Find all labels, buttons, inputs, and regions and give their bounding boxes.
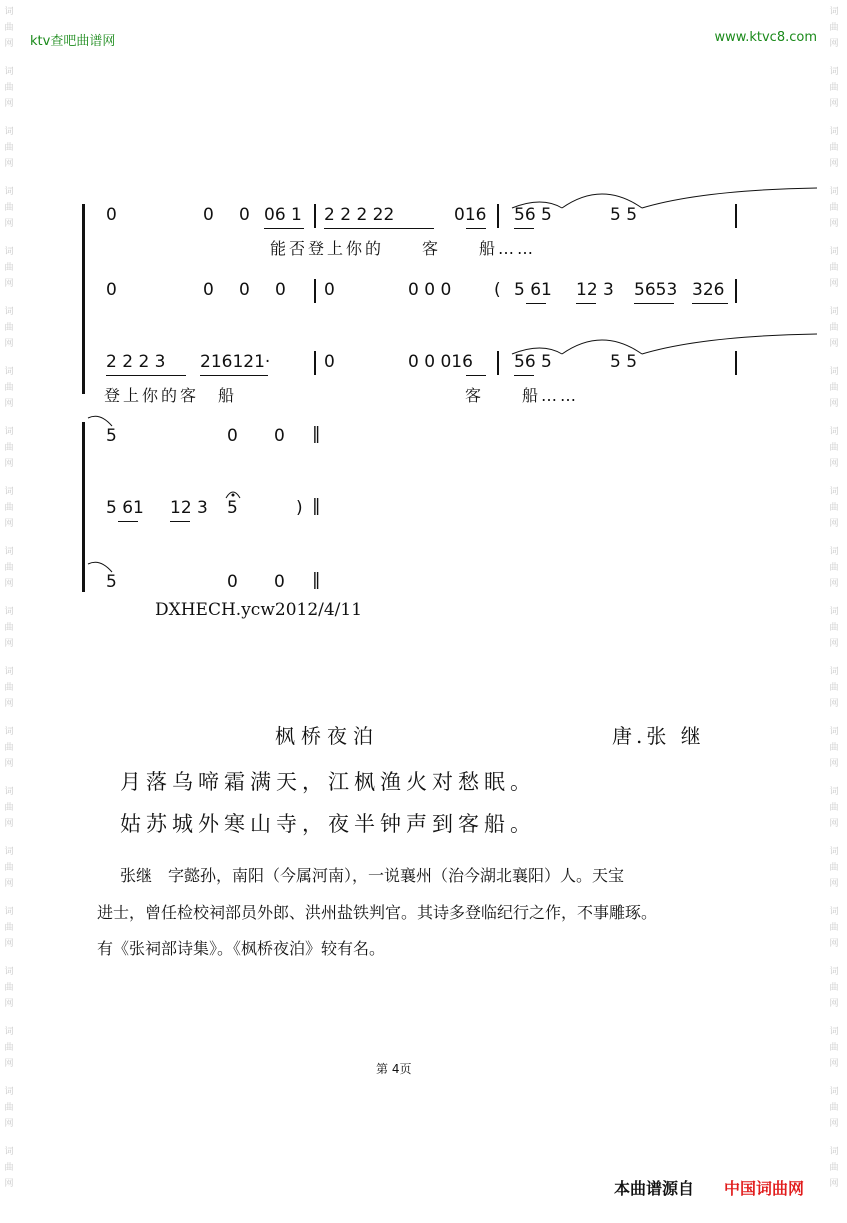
watermark-glyph: 词 <box>829 1147 839 1157</box>
watermark-glyph: 词 <box>4 367 14 377</box>
watermark-glyph: 曲 <box>829 1043 839 1053</box>
note-group: 2 2 2 3 <box>106 352 166 372</box>
watermark-glyph: 曲 <box>829 83 839 93</box>
system-brace <box>82 422 85 592</box>
note-group: 12 3 <box>170 498 208 518</box>
watermark-glyph: 词 <box>4 847 14 857</box>
watermark-glyph: 曲 <box>829 803 839 813</box>
watermark-glyph: 曲 <box>829 623 839 633</box>
fermata-note: 5 <box>227 498 238 518</box>
tie <box>86 558 126 578</box>
note-group: 06 1 <box>264 205 302 225</box>
note-group: ) <box>296 498 303 518</box>
bio-line: 张继 字懿孙，南阳（今属河南），一说襄州（治今湖北襄阳）人。天宝 <box>120 866 625 885</box>
duration-underline <box>324 228 434 229</box>
watermark-glyph: 网 <box>829 579 839 589</box>
watermark-glyph: 网 <box>829 759 839 769</box>
watermark-glyph: 网 <box>4 1119 14 1129</box>
watermark-glyph: 曲 <box>4 683 14 693</box>
watermark-glyph: 网 <box>4 939 14 949</box>
watermark-glyph: 曲 <box>4 263 14 273</box>
watermark-glyph: 曲 <box>829 983 839 993</box>
watermark-glyph: 词 <box>829 307 839 317</box>
watermark-glyph: 网 <box>829 939 839 949</box>
final-barline: ‖ <box>312 424 321 444</box>
watermark-glyph: 曲 <box>4 803 14 813</box>
poem-line: 姑苏城外寒山寺，夜半钟声到客船。 <box>120 812 536 836</box>
watermark-glyph: 曲 <box>829 323 839 333</box>
watermark-glyph: 曲 <box>829 383 839 393</box>
watermark-glyph: 词 <box>829 607 839 617</box>
poem-author: 唐.张 继 <box>612 724 705 748</box>
duration-underline <box>118 521 138 522</box>
watermark-glyph: 词 <box>829 1027 839 1037</box>
watermark-glyph: 网 <box>829 39 839 49</box>
note-group: 0 <box>324 280 335 300</box>
note-group: 5 5 <box>610 352 638 372</box>
watermark-glyph: 网 <box>829 879 839 889</box>
watermark-glyph: 网 <box>4 879 14 889</box>
duration-underline <box>264 228 304 229</box>
bio-line: 有《张祠部诗集》。《枫桥夜泊》较有名。 <box>97 939 386 958</box>
final-barline: ‖ <box>312 496 321 516</box>
watermark-glyph: 曲 <box>4 1103 14 1113</box>
lyrics-line: 客 船…… <box>465 386 580 405</box>
note-group: 56 5 <box>514 205 552 225</box>
poem-line: 月落乌啼霜满天，江枫渔火对愁眠。 <box>120 770 536 794</box>
watermark-glyph: 词 <box>4 787 14 797</box>
watermark-glyph: 词 <box>4 187 14 197</box>
watermark-glyph: 词 <box>829 367 839 377</box>
watermark-glyph: 曲 <box>4 23 14 33</box>
watermark-glyph: 词 <box>829 967 839 977</box>
watermark-glyph: 网 <box>4 459 14 469</box>
watermark-glyph: 词 <box>829 187 839 197</box>
watermark-glyph: 曲 <box>4 323 14 333</box>
watermark-glyph: 词 <box>829 67 839 77</box>
watermark-glyph: 网 <box>4 99 14 109</box>
watermark-glyph: 曲 <box>4 1043 14 1053</box>
watermark-glyph: 词 <box>829 487 839 497</box>
watermark-glyph: 词 <box>4 307 14 317</box>
footer-source-label: 本曲谱源自 <box>614 1179 695 1198</box>
note-group: 0 <box>274 572 285 592</box>
watermark-glyph: 网 <box>4 339 14 349</box>
watermark-glyph: 词 <box>4 607 14 617</box>
watermark-glyph: 曲 <box>4 563 14 573</box>
watermark-glyph: 网 <box>829 219 839 229</box>
final-barline: ‖ <box>312 570 321 590</box>
barline <box>314 279 316 303</box>
watermark-glyph: 网 <box>4 999 14 1009</box>
watermark-glyph: 网 <box>4 699 14 709</box>
watermark-glyph: 曲 <box>829 263 839 273</box>
watermark-glyph: 网 <box>4 639 14 649</box>
watermark-glyph: 曲 <box>4 83 14 93</box>
note-group: 0 <box>203 205 214 225</box>
watermark-glyph: 曲 <box>4 383 14 393</box>
watermark-glyph: 网 <box>829 819 839 829</box>
note-group: 0 <box>106 280 117 300</box>
note-group: 0 <box>324 352 335 372</box>
note-group: 326 <box>692 280 725 300</box>
note-group: 2 2 2 22 <box>324 205 395 225</box>
watermark-glyph: 曲 <box>4 1163 14 1173</box>
duration-underline <box>526 303 546 304</box>
lyrics-line: 登上你的客 船 <box>104 386 238 405</box>
watermark-glyph: 词 <box>4 667 14 677</box>
watermark-glyph: 曲 <box>4 923 14 933</box>
watermark-glyph: 网 <box>4 279 14 289</box>
score-credit: DXHECH.ycw2012/4/11 <box>155 600 363 620</box>
watermark-glyph: 词 <box>4 247 14 257</box>
watermark-glyph: 词 <box>829 667 839 677</box>
watermark-glyph: 词 <box>829 847 839 857</box>
watermark-glyph: 曲 <box>829 503 839 513</box>
tie <box>86 412 126 432</box>
watermark-glyph: 词 <box>4 727 14 737</box>
watermark-glyph: 曲 <box>829 443 839 453</box>
watermark-glyph: 词 <box>4 7 14 17</box>
watermark-glyph: 曲 <box>4 503 14 513</box>
note-group: 0 <box>239 280 250 300</box>
note-group: 5 61 <box>514 280 552 300</box>
note-group: 5 <box>106 426 117 446</box>
watermark-glyph: 曲 <box>829 143 839 153</box>
note-group: 5653 <box>634 280 678 300</box>
barline <box>497 204 499 228</box>
note-group: 0 <box>275 280 286 300</box>
watermark-glyph: 网 <box>829 1179 839 1189</box>
watermark-glyph: 词 <box>4 67 14 77</box>
watermark-glyph: 网 <box>829 999 839 1009</box>
watermark-glyph: 词 <box>829 727 839 737</box>
watermark-glyph: 网 <box>4 219 14 229</box>
note-group: 216121· <box>200 352 271 372</box>
watermark-glyph: 网 <box>4 159 14 169</box>
lyrics-line: 能否登上你的 客 船…… <box>270 239 537 258</box>
watermark-glyph: 网 <box>829 1119 839 1129</box>
barline <box>314 351 316 375</box>
watermark-glyph: 网 <box>4 819 14 829</box>
watermark-glyph: 网 <box>829 699 839 709</box>
watermark-glyph: 曲 <box>4 983 14 993</box>
watermark-glyph: 词 <box>829 127 839 137</box>
header-site-left[interactable]: ktv查吧曲谱网 <box>30 34 116 49</box>
watermark-glyph: 曲 <box>829 743 839 753</box>
page-number: 第 4页 <box>376 1062 412 1076</box>
watermark-glyph: 网 <box>829 339 839 349</box>
duration-underline <box>466 375 486 376</box>
note-group: 0 0 0 <box>408 280 452 300</box>
note-group: 5 5 <box>610 205 638 225</box>
note-group: 016 <box>454 205 487 225</box>
note-group: 0 <box>227 426 238 446</box>
slur <box>502 186 822 216</box>
duration-underline <box>106 375 186 376</box>
note-group: 0 <box>203 280 214 300</box>
note-group: 5 61 <box>106 498 144 518</box>
duration-underline <box>200 375 268 376</box>
watermark-glyph: 曲 <box>829 23 839 33</box>
watermark-glyph: 曲 <box>829 203 839 213</box>
watermark-glyph: 曲 <box>829 1103 839 1113</box>
watermark-glyph: 词 <box>4 487 14 497</box>
duration-underline <box>170 521 190 522</box>
watermark-glyph: 词 <box>829 907 839 917</box>
note-group: 12 3 <box>576 280 614 300</box>
watermark-glyph: 曲 <box>4 443 14 453</box>
watermark-glyph: 网 <box>829 639 839 649</box>
footer-site-link[interactable]: 中国词曲网 <box>724 1179 805 1198</box>
watermark-glyph: 曲 <box>829 1163 839 1173</box>
watermark-glyph: 曲 <box>4 623 14 633</box>
watermark-glyph: 词 <box>4 427 14 437</box>
watermark-glyph: 网 <box>4 1059 14 1069</box>
watermark-glyph: 曲 <box>829 863 839 873</box>
watermark-glyph: 网 <box>829 279 839 289</box>
watermark-glyph: 曲 <box>4 743 14 753</box>
watermark-glyph: 曲 <box>829 563 839 573</box>
watermark-glyph: 词 <box>4 907 14 917</box>
watermark-glyph: 网 <box>4 759 14 769</box>
watermark-glyph: 词 <box>4 1027 14 1037</box>
watermark-glyph: 网 <box>4 399 14 409</box>
watermark-glyph: 词 <box>829 427 839 437</box>
watermark-glyph: 词 <box>829 1087 839 1097</box>
watermark-glyph: 网 <box>829 1059 839 1069</box>
duration-underline <box>514 375 534 376</box>
watermark-glyph: 网 <box>829 159 839 169</box>
watermark-glyph: 词 <box>829 787 839 797</box>
left-watermark-strip <box>2 0 20 1223</box>
note-group: 0 <box>106 205 117 225</box>
duration-underline <box>576 303 596 304</box>
note-group: ( <box>494 280 501 300</box>
note-group: 0 <box>274 426 285 446</box>
watermark-glyph: 网 <box>4 519 14 529</box>
duration-underline <box>514 228 534 229</box>
duration-underline <box>692 303 728 304</box>
watermark-glyph: 曲 <box>829 683 839 693</box>
watermark-glyph: 词 <box>4 1147 14 1157</box>
note-group: 0 0 016 <box>408 352 473 372</box>
note-group: 0 <box>239 205 250 225</box>
fermata <box>224 486 244 500</box>
watermark-glyph: 曲 <box>4 863 14 873</box>
watermark-glyph: 网 <box>4 39 14 49</box>
watermark-glyph: 网 <box>829 459 839 469</box>
right-watermark-strip <box>827 0 845 1223</box>
note-group: 5 <box>106 572 117 592</box>
watermark-glyph: 曲 <box>4 203 14 213</box>
system-brace <box>82 204 85 394</box>
watermark-glyph: 词 <box>829 547 839 557</box>
watermark-glyph: 网 <box>4 579 14 589</box>
watermark-glyph: 网 <box>4 1179 14 1189</box>
barline <box>735 279 737 303</box>
watermark-glyph: 词 <box>829 247 839 257</box>
barline <box>497 351 499 375</box>
watermark-glyph: 网 <box>829 519 839 529</box>
duration-underline <box>466 228 486 229</box>
watermark-glyph: 网 <box>829 399 839 409</box>
barline <box>314 204 316 228</box>
score-system <box>82 186 747 596</box>
slur <box>502 332 822 362</box>
poem-title: 枫桥夜泊 <box>275 724 379 748</box>
watermark-glyph: 词 <box>4 1087 14 1097</box>
watermark-glyph: 词 <box>4 547 14 557</box>
duration-underline <box>634 303 674 304</box>
note-group: 56 5 <box>514 352 552 372</box>
watermark-glyph: 曲 <box>4 143 14 153</box>
watermark-glyph: 词 <box>4 127 14 137</box>
watermark-glyph: 曲 <box>829 923 839 933</box>
bio-line: 进士，曾任检校祠部员外郎、洪州盐铁判官。其诗多登临纪行之作，不事雕琢。 <box>97 903 658 922</box>
watermark-glyph: 词 <box>829 7 839 17</box>
header-site-right[interactable]: www.ktvc8.com <box>714 30 817 45</box>
watermark-glyph: 词 <box>4 967 14 977</box>
watermark-glyph: 网 <box>829 99 839 109</box>
note-group: 0 <box>227 572 238 592</box>
